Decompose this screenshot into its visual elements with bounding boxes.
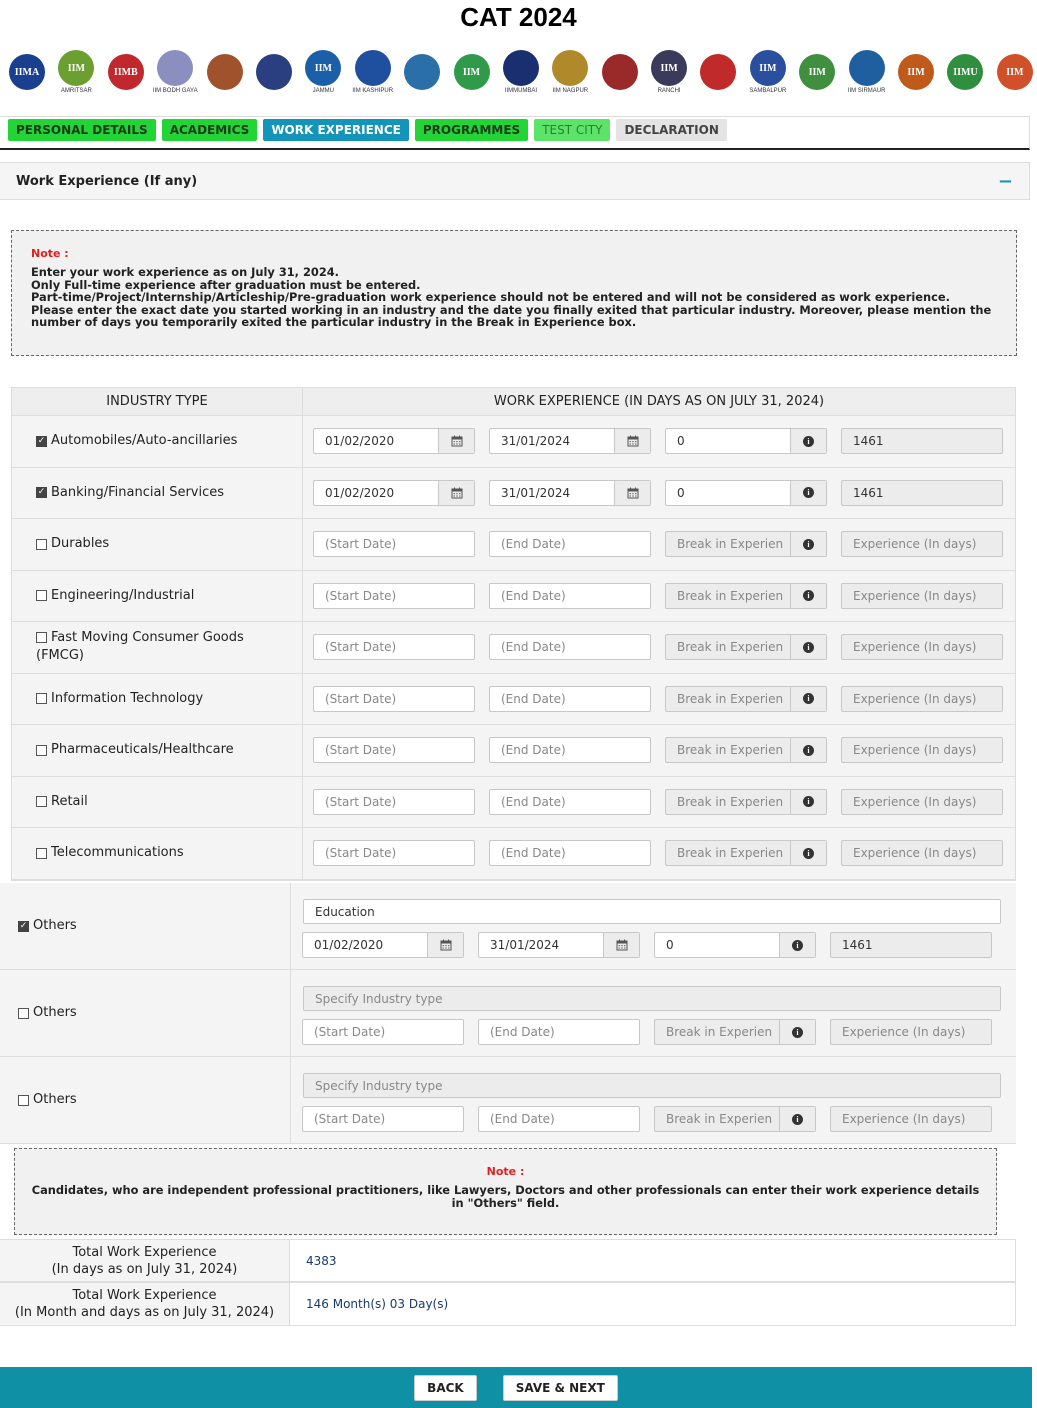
start-date-input-text: (Start Date) — [325, 743, 397, 758]
experience-days-output-text: Experience (In days) — [853, 640, 977, 655]
total-days-label-line1: Total Work Experience — [72, 1244, 217, 1260]
institute-logo-mark — [552, 50, 588, 86]
break-in-experience-input[interactable] — [665, 789, 827, 815]
info-glyph: i — [803, 436, 814, 447]
footer-bar — [0, 1367, 1032, 1408]
break-in-experience-input-text: Break in Experien — [666, 1025, 773, 1039]
info-icon[interactable] — [790, 532, 826, 556]
note-line: Only Full-time experience after graduation must be entered. — [31, 277, 421, 292]
break-in-experience-input[interactable] — [654, 1106, 816, 1132]
calendar-icon[interactable] — [438, 481, 474, 505]
institute-logo — [502, 48, 540, 96]
start-date-input-text: (Start Date) — [314, 1112, 386, 1126]
start-date-input-text: (Start Date) — [325, 794, 397, 809]
institute-logo — [255, 48, 293, 96]
note-label: Note : — [486, 1165, 525, 1178]
institute-logo — [354, 48, 392, 96]
others-fields — [291, 1057, 1016, 1143]
calendar-icon[interactable] — [427, 933, 463, 957]
start-date-input-text: (Start Date) — [314, 1025, 386, 1039]
start-date-input[interactable] — [313, 531, 475, 557]
end-date-input[interactable] — [478, 1106, 640, 1132]
info-icon[interactable] — [790, 687, 826, 711]
institute-logo — [152, 48, 198, 96]
institute-logo — [798, 48, 836, 96]
institute-logo-caption: RANCHI — [657, 88, 681, 94]
industry-label: Telecommunications — [51, 845, 184, 861]
institute-logos — [8, 44, 1034, 100]
info-glyph: i — [803, 590, 814, 601]
industry-fields — [303, 828, 1015, 879]
others-row — [0, 970, 1016, 1057]
start-date-input-text: 01/02/2020 — [325, 434, 395, 449]
form-tabs — [0, 116, 1030, 150]
total-months-label — [0, 1283, 290, 1325]
note-line: Part-time/Project/Internship/Articleship/Pre-graduation work experience should not be entered and will not be considered as work experience. — [31, 290, 950, 304]
others-label: Others — [33, 1092, 77, 1107]
total-days-value: 4383 — [306, 1253, 337, 1268]
industry-label: Banking/Financial Services — [51, 484, 225, 500]
institute-logo-caption: SAMBALPUR — [749, 88, 787, 94]
industry-row — [12, 468, 1015, 520]
tab-test-city[interactable]: TEST CITY — [534, 119, 610, 141]
specify-industry-input[interactable] — [303, 986, 1001, 1011]
institute-logo-mark: IIM — [898, 54, 934, 90]
institute-logo — [650, 48, 688, 96]
institute-logo — [848, 48, 886, 96]
institute-logo-mark — [207, 54, 243, 90]
industry-type-header: INDUSTRY TYPE — [12, 388, 303, 415]
total-experience-days-row — [0, 1239, 1016, 1282]
total-experience-months-row — [0, 1282, 1016, 1326]
industry-checkbox[interactable] — [36, 693, 47, 704]
industry-row — [12, 622, 1015, 674]
institute-logo-mark — [256, 54, 292, 90]
start-date-input[interactable] — [313, 737, 475, 763]
specify-industry-input[interactable] — [303, 1073, 1001, 1098]
end-date-input[interactable] — [489, 583, 651, 609]
institute-logo-mark — [157, 50, 193, 86]
calendar-icon[interactable] — [614, 429, 650, 453]
end-date-input-text: (End Date) — [501, 691, 566, 706]
institute-logo-mark: IIM — [651, 50, 687, 86]
industry-label: Retail — [51, 793, 88, 809]
institute-logo — [57, 48, 95, 96]
break-in-experience-input[interactable] — [665, 634, 827, 660]
info-glyph: i — [792, 1027, 803, 1038]
institute-logo-mark: IIM — [305, 50, 341, 86]
institute-logo-mark — [404, 54, 440, 90]
institute-logo-mark: IIM — [997, 54, 1033, 90]
industry-checkbox[interactable]: ✓ — [37, 435, 46, 446]
institute-logo — [897, 48, 935, 96]
experience-days-output[interactable] — [830, 1106, 992, 1132]
experience-days-output-text: 1461 — [853, 485, 884, 500]
end-date-input-text: (End Date) — [501, 743, 566, 758]
start-date-input-text: (Start Date) — [325, 640, 397, 655]
collapse-icon[interactable]: − — [997, 171, 1013, 192]
institute-logo-caption: AMRITSAR — [60, 88, 92, 94]
info-glyph: i — [803, 487, 814, 498]
institute-logo — [749, 48, 787, 96]
end-date-input[interactable] — [489, 686, 651, 712]
others-fields — [291, 883, 1016, 969]
info-icon[interactable] — [779, 1020, 815, 1044]
experience-days-output[interactable] — [841, 634, 1003, 660]
industry-fields — [303, 468, 1015, 519]
break-in-experience-input-text: 0 — [677, 485, 685, 500]
start-date-input[interactable] — [313, 583, 475, 609]
experience-days-output-text: Experience (In days) — [853, 588, 977, 603]
institute-logo — [403, 48, 441, 96]
institute-logo — [107, 48, 145, 96]
start-date-input[interactable] — [313, 634, 475, 660]
experience-days-output[interactable] — [830, 932, 992, 958]
total-months-value: 146 Month(s) 03 Day(s) — [306, 1297, 449, 1311]
industry-checkbox[interactable] — [36, 539, 47, 550]
info-glyph: i — [803, 745, 814, 756]
tab-academics[interactable]: ACADEMICS — [162, 119, 258, 141]
industry-label: Engineering/Industrial — [51, 587, 195, 603]
industry-checkbox[interactable] — [36, 796, 47, 807]
start-date-input[interactable] — [313, 686, 475, 712]
info-glyph: i — [792, 1114, 803, 1125]
info-icon[interactable] — [790, 635, 826, 659]
end-date-input-text: 31/01/2024 — [501, 434, 571, 449]
calendar-icon[interactable] — [614, 481, 650, 505]
industry-label-cell — [12, 674, 303, 725]
institute-logo — [946, 48, 984, 96]
info-glyph: i — [803, 693, 814, 704]
experience-days-output-text: Experience (In days) — [853, 537, 977, 552]
end-date-input-text: (End Date) — [501, 537, 566, 552]
end-date-input-text: (End Date) — [501, 640, 566, 655]
industry-row — [12, 725, 1015, 777]
industry-fields — [303, 622, 1015, 673]
industry-label: Information Technology — [51, 690, 204, 706]
experience-days-output[interactable] — [841, 480, 1003, 506]
info-glyph: i — [803, 539, 814, 550]
break-in-experience-input-text: 0 — [677, 434, 685, 449]
experience-days-output[interactable] — [841, 840, 1003, 866]
industry-fields — [303, 725, 1015, 776]
industry-row — [12, 674, 1015, 726]
industry-label-cell — [12, 828, 303, 879]
note-line: Please enter the exact date you started working in an industry and the date you finally exited that particular industry. Moreover, please mention the — [31, 302, 992, 317]
others-row — [0, 883, 1016, 970]
institute-logo-mark: IIM — [454, 54, 490, 90]
institute-logo-mark: IIM — [58, 50, 94, 86]
total-months-label-line1: Total Work Experience — [72, 1288, 217, 1303]
end-date-input[interactable] — [489, 789, 651, 815]
industry-checkbox[interactable] — [36, 848, 47, 859]
institute-logo — [453, 48, 491, 96]
others-checkbox[interactable] — [18, 1008, 29, 1019]
experience-days-output[interactable] — [841, 737, 1003, 763]
specify-industry-input-text: Education — [315, 904, 375, 919]
break-in-experience-input[interactable] — [665, 840, 827, 866]
note-box-professionals — [14, 1148, 997, 1235]
industry-label: Automobiles/Auto-ancillaries — [51, 433, 238, 449]
industry-label-cell — [12, 519, 303, 570]
table-header — [12, 388, 1015, 416]
industry-fields — [303, 571, 1015, 622]
specify-industry-input[interactable] — [303, 899, 1001, 924]
start-date-input[interactable] — [302, 1019, 464, 1045]
break-in-experience-input[interactable] — [654, 932, 816, 958]
others-date-fields — [302, 1019, 1004, 1045]
institute-logo-mark: IIM — [750, 50, 786, 86]
end-date-input-text: (End Date) — [501, 846, 566, 861]
note-label: Note : — [31, 247, 69, 260]
institute-logo-mark: IIMB — [108, 54, 144, 90]
end-date-input-text: (End Date) — [501, 794, 566, 809]
experience-days-output-text: Experience (In days) — [853, 794, 977, 809]
work-experience-table — [11, 387, 1016, 881]
industry-label-cell — [12, 725, 303, 776]
institute-logo-caption: IIM SIRMAUR — [847, 88, 886, 94]
institute-logo — [601, 48, 639, 96]
institute-logo-mark — [849, 50, 885, 86]
others-row — [0, 1057, 1016, 1144]
institute-logo-caption: IIM KASHIPUR — [352, 88, 394, 94]
info-glyph: i — [803, 642, 814, 653]
end-date-input-text: (End Date) — [490, 1112, 555, 1126]
info-icon[interactable] — [790, 429, 826, 453]
experience-days-output[interactable] — [830, 1019, 992, 1045]
institute-logo-caption: IIM BODH GAYA — [152, 88, 198, 94]
institute-logo-caption: JAMMU — [312, 88, 335, 94]
institute-logo — [304, 48, 342, 96]
experience-days-output-text: Experience (In days) — [842, 1025, 966, 1039]
note-box — [11, 230, 1017, 356]
break-in-experience-input-text: Break in Experien — [666, 1112, 773, 1126]
others-date-fields — [302, 1106, 1004, 1132]
industry-label: Durables — [51, 536, 110, 552]
break-in-experience-input[interactable] — [665, 583, 827, 609]
experience-days-output-text: Experience (In days) — [853, 743, 977, 758]
others-checkbox[interactable] — [18, 1095, 29, 1106]
section-title: Work Experience (If any) — [16, 173, 198, 189]
end-date-input[interactable] — [489, 531, 651, 557]
industry-fields — [303, 777, 1015, 828]
calendar-icon[interactable] — [438, 429, 474, 453]
specify-industry-input-text: Specify Industry type — [315, 1078, 443, 1093]
experience-days-output[interactable] — [841, 583, 1003, 609]
experience-days-output-text: Experience (In days) — [853, 691, 977, 706]
note-line: number of days you temporarily exited the particular industry in the Break in Experience box. — [31, 315, 637, 329]
experience-days-output[interactable] — [841, 531, 1003, 557]
others-fields — [291, 970, 1016, 1056]
start-date-input-text: (Start Date) — [325, 846, 397, 861]
experience-days-output-text: Experience (In days) — [842, 1112, 966, 1126]
break-in-experience-input[interactable] — [665, 737, 827, 763]
industry-checkbox[interactable] — [36, 632, 47, 643]
start-date-input[interactable] — [302, 932, 464, 958]
calendar-icon[interactable] — [603, 933, 639, 957]
break-in-experience-input[interactable] — [665, 531, 827, 557]
institute-logo — [996, 48, 1034, 96]
break-in-experience-input-text: Break in Experien — [677, 794, 784, 809]
note-line: Candidates, who are independent professional practitioners, like Lawyers, Doctors and other professionals can enter their work experience details — [31, 1183, 980, 1197]
info-icon[interactable] — [790, 738, 826, 762]
institute-logo-mark — [602, 54, 638, 90]
industry-label-cell — [12, 468, 303, 519]
industry-label: Pharmaceuticals/Healthcare — [51, 742, 234, 758]
start-date-input[interactable] — [313, 428, 475, 454]
break-in-experience-input-text: Break in Experien — [677, 588, 784, 603]
info-icon[interactable] — [779, 933, 815, 957]
start-date-input-text: 01/02/2020 — [314, 938, 384, 952]
others-checkbox[interactable]: ✓ — [19, 920, 28, 931]
industry-row — [12, 519, 1015, 571]
save-next-button[interactable]: SAVE & NEXT — [503, 1375, 618, 1401]
break-in-experience-input[interactable] — [665, 480, 827, 506]
break-in-experience-input-text: Break in Experien — [677, 846, 784, 861]
industry-checkbox[interactable] — [36, 590, 47, 601]
industry-label: Fast Moving Consumer Goods (FMCG) — [36, 630, 244, 663]
end-date-input-text: 31/01/2024 — [501, 485, 571, 500]
break-in-experience-input[interactable] — [665, 428, 827, 454]
others-label-cell — [0, 883, 291, 969]
start-date-input[interactable] — [313, 840, 475, 866]
end-date-input[interactable] — [478, 1019, 640, 1045]
start-date-input-text: (Start Date) — [325, 691, 397, 706]
specify-industry-input-text: Specify Industry type — [315, 991, 443, 1006]
industry-checkbox[interactable] — [36, 745, 47, 756]
experience-days-output-text: Experience (In days) — [853, 846, 977, 861]
end-date-input-text: 31/01/2024 — [490, 938, 560, 952]
end-date-input[interactable] — [489, 840, 651, 866]
experience-days-output-text: 1461 — [842, 938, 873, 952]
start-date-input[interactable] — [313, 480, 475, 506]
others-label: Others — [33, 1005, 77, 1020]
end-date-input-text: (End Date) — [501, 588, 566, 603]
break-in-experience-input-text: Break in Experien — [677, 691, 784, 706]
others-label: Others — [33, 918, 77, 933]
break-in-experience-input-text: 0 — [666, 938, 674, 952]
industry-fields — [303, 674, 1015, 725]
break-in-experience-input-text: Break in Experien — [677, 640, 784, 655]
institute-logo-caption: IIM NAGPUR — [552, 88, 589, 94]
info-glyph: i — [792, 940, 803, 951]
info-icon[interactable] — [790, 841, 826, 865]
industry-label-cell — [12, 622, 303, 673]
end-date-input-text: (End Date) — [490, 1025, 555, 1039]
total-days-label — [0, 1240, 290, 1281]
info-icon[interactable] — [790, 584, 826, 608]
institute-logo — [551, 48, 589, 96]
industry-row — [12, 571, 1015, 623]
industry-label-cell — [12, 416, 303, 467]
section-header[interactable] — [0, 162, 1030, 200]
end-date-input[interactable] — [489, 634, 651, 660]
total-days-label-line2: (In days as on July 31, 2024) — [51, 1261, 238, 1277]
end-date-input[interactable] — [478, 932, 640, 958]
start-date-input-text: (Start Date) — [325, 588, 397, 603]
institute-logo-caption: IIMMUMBAI — [504, 88, 538, 94]
experience-days-output[interactable] — [841, 686, 1003, 712]
institute-logo-mark — [503, 50, 539, 86]
start-date-input-text: 01/02/2020 — [325, 485, 395, 500]
experience-days-output-text: 1461 — [853, 434, 884, 449]
industry-row — [12, 777, 1015, 829]
institute-logo-mark: IIMA — [9, 54, 45, 90]
info-glyph: i — [803, 796, 814, 807]
break-in-experience-input[interactable] — [665, 686, 827, 712]
industry-label-cell — [12, 571, 303, 622]
experience-days-output[interactable] — [841, 428, 1003, 454]
tab-declaration[interactable]: DECLARATION — [616, 119, 726, 141]
industry-fields — [303, 416, 1015, 467]
info-icon[interactable] — [779, 1107, 815, 1131]
experience-days-output[interactable] — [841, 789, 1003, 815]
start-date-input[interactable] — [302, 1106, 464, 1132]
start-date-input[interactable] — [313, 789, 475, 815]
institute-logo-mark — [355, 50, 391, 86]
break-in-experience-input-text: Break in Experien — [677, 537, 784, 552]
industry-fields — [303, 519, 1015, 570]
institute-logo — [8, 48, 46, 96]
end-date-input[interactable] — [489, 480, 651, 506]
note-line: Enter your work experience as on July 31, 2024. — [31, 265, 339, 279]
info-icon[interactable] — [790, 481, 826, 505]
break-in-experience-input-text: Break in Experien — [677, 743, 784, 758]
others-label-cell — [0, 970, 291, 1056]
break-in-experience-input[interactable] — [654, 1019, 816, 1045]
industry-row — [12, 828, 1015, 880]
tab-personal-details[interactable]: PERSONAL DETAILS — [8, 119, 156, 141]
tab-programmes[interactable]: PROGRAMMES — [415, 119, 528, 141]
note-line: in "Others" field. — [451, 1195, 560, 1210]
institute-logo — [699, 48, 737, 96]
start-date-input-text: (Start Date) — [325, 537, 397, 552]
end-date-input[interactable] — [489, 737, 651, 763]
tab-work-experience[interactable]: WORK EXPERIENCE — [263, 119, 409, 141]
institute-logo-mark: IIM — [799, 54, 835, 90]
back-button[interactable]: BACK — [414, 1375, 477, 1401]
institute-logo — [206, 48, 244, 96]
work-experience-header: WORK EXPERIENCE (IN DAYS AS ON JULY 31, 2024) — [493, 394, 825, 409]
info-icon[interactable] — [790, 790, 826, 814]
institute-logo-mark — [700, 54, 736, 90]
others-label-cell — [0, 1057, 291, 1143]
others-date-fields — [302, 932, 1004, 958]
total-months-label-line2: (In Month and days as on July 31, 2024) — [14, 1305, 275, 1320]
industry-row — [12, 416, 1015, 468]
page-title: CAT 2024 — [460, 2, 577, 32]
end-date-input[interactable] — [489, 428, 651, 454]
industry-label-cell — [12, 777, 303, 828]
institute-logo-mark: IIMU — [947, 54, 983, 90]
industry-checkbox[interactable]: ✓ — [37, 487, 46, 498]
info-glyph: i — [803, 848, 814, 859]
